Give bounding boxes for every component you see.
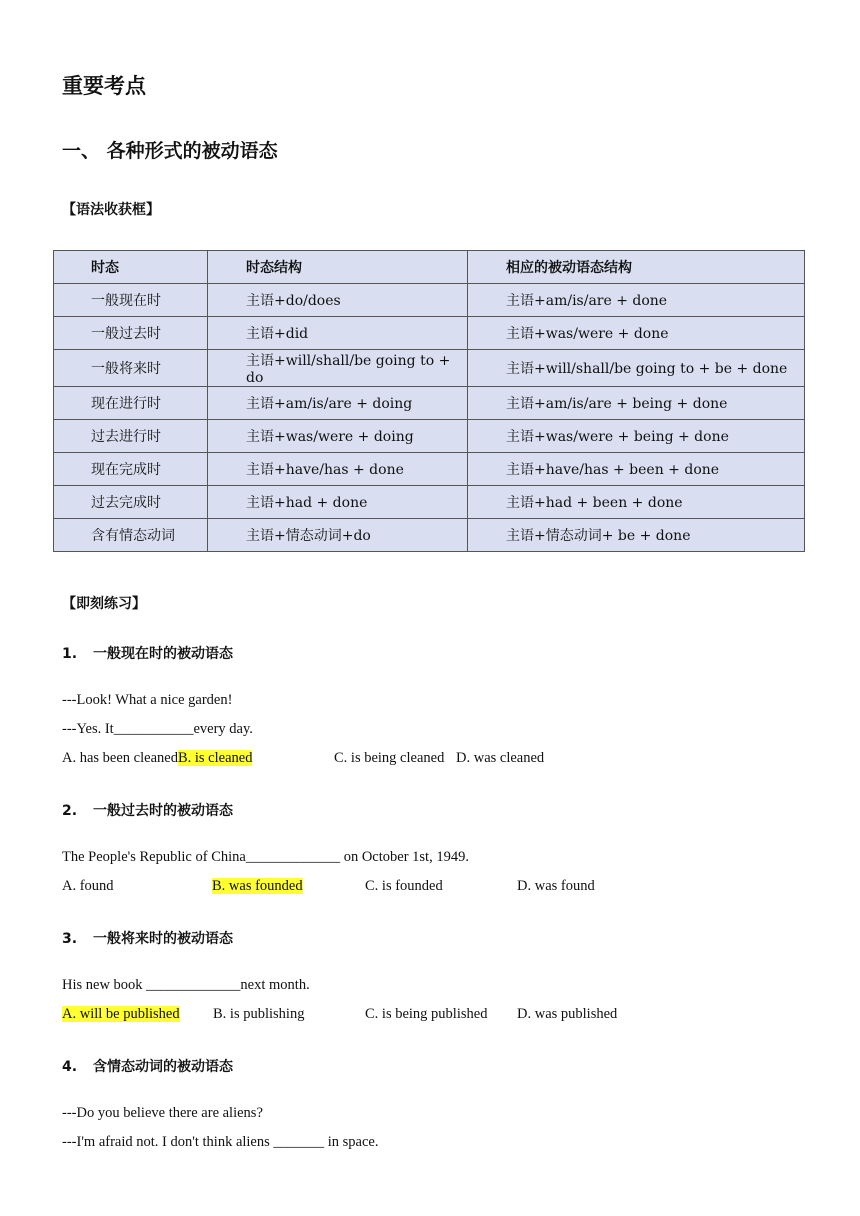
option-d: D. was published	[517, 1006, 618, 1022]
question-1-line-1: ---Look! What a nice garden!	[62, 692, 233, 708]
question-3-heading	[62, 928, 233, 948]
table-row	[54, 453, 805, 486]
table-cell: 主语+will/shall/be going to + do	[208, 350, 468, 387]
question-number: 1.	[62, 646, 78, 662]
question-heading-text: 一般过去时的被动语态	[93, 803, 233, 819]
option-b-correct: B. is cleaned	[177, 750, 253, 766]
question-number: 3.	[62, 931, 78, 947]
table-cell: 现在进行时	[54, 387, 208, 420]
table-cell: 一般过去时	[54, 317, 208, 350]
question-3-line-1: His new book _____________next month.	[62, 977, 310, 993]
option-a: A. has been cleaned	[62, 750, 178, 766]
table-cell: 主语+did	[208, 317, 468, 350]
header-tense: 时态	[54, 251, 208, 284]
table-cell: 过去进行时	[54, 420, 208, 453]
question-1-options	[62, 750, 252, 767]
table-row	[54, 486, 805, 519]
table-row	[54, 420, 805, 453]
table-cell: 一般现在时	[54, 284, 208, 317]
option-b-correct	[212, 878, 303, 895]
table-row	[54, 350, 805, 387]
table-cell: 主语+have/has + been + done	[468, 453, 805, 486]
table-row	[54, 317, 805, 350]
question-number: 4.	[62, 1059, 78, 1075]
option-c: C. is being published	[365, 1006, 488, 1022]
grammar-table	[53, 250, 805, 552]
option-a: A. found	[62, 878, 114, 894]
table-cell: 主语+am/is/are + being + done	[468, 387, 805, 420]
table-cell: 主语+am/is/are + done	[468, 284, 805, 317]
option-b: B. is publishing	[213, 1006, 305, 1022]
section-heading: 一、 各种形式的被动语态	[62, 140, 278, 162]
question-number: 2.	[62, 803, 78, 819]
table-cell: 主语+had + done	[208, 486, 468, 519]
option-c: C. is founded	[365, 878, 443, 894]
question-1-line-2: ---Yes. It___________every day.	[62, 721, 253, 737]
option-a-correct	[62, 1006, 180, 1023]
option-b-text: B. was founded	[212, 878, 303, 894]
table-cell: 主语+was/were + doing	[208, 420, 468, 453]
option-c: C. is being cleaned	[334, 750, 445, 766]
table-cell: 主语+do/does	[208, 284, 468, 317]
question-2-line-1: The People's Republic of China_____________ on October 1st, 1949.	[62, 849, 469, 865]
table-cell: 现在完成时	[54, 453, 208, 486]
header-passive-structure: 相应的被动语态结构	[468, 251, 805, 284]
table-row	[54, 387, 805, 420]
table-cell: 主语+情态动词+do	[208, 519, 468, 552]
question-heading-text: 一般将来时的被动语态	[93, 931, 233, 947]
grammar-box-label: 【语法收获框】	[62, 202, 160, 218]
page-title: 重要考点	[62, 74, 146, 98]
table-cell: 主语+will/shall/be going to + be + done	[468, 350, 805, 387]
table-cell: 主语+am/is/are + doing	[208, 387, 468, 420]
question-heading-text: 一般现在时的被动语态	[93, 646, 233, 662]
question-heading-text: 含情态动词的被动语态	[93, 1059, 233, 1075]
option-a-text: A. will be published	[62, 1006, 180, 1022]
table-cell: 主语+情态动词+ be + done	[468, 519, 805, 552]
practice-label: 【即刻练习】	[62, 596, 146, 612]
table-cell: 一般将来时	[54, 350, 208, 387]
table-cell: 主语+had + been + done	[468, 486, 805, 519]
question-4-line-1: ---Do you believe there are aliens?	[62, 1105, 263, 1121]
table-row	[54, 284, 805, 317]
table-cell: 主语+was/were + done	[468, 317, 805, 350]
table-header-row	[54, 251, 805, 284]
table-row	[54, 519, 805, 552]
question-2-heading	[62, 800, 233, 820]
table-cell: 主语+have/has + done	[208, 453, 468, 486]
header-structure: 时态结构	[208, 251, 468, 284]
question-4-line-2: ---I'm afraid not. I don't think aliens _______ in space.	[62, 1134, 379, 1150]
question-4-heading	[62, 1056, 233, 1076]
question-1-heading	[62, 643, 233, 663]
table-cell: 主语+was/were + being + done	[468, 420, 805, 453]
table-cell: 含有情态动词	[54, 519, 208, 552]
option-d: D. was cleaned	[456, 750, 545, 766]
option-d: D. was found	[517, 878, 595, 894]
table-cell: 过去完成时	[54, 486, 208, 519]
